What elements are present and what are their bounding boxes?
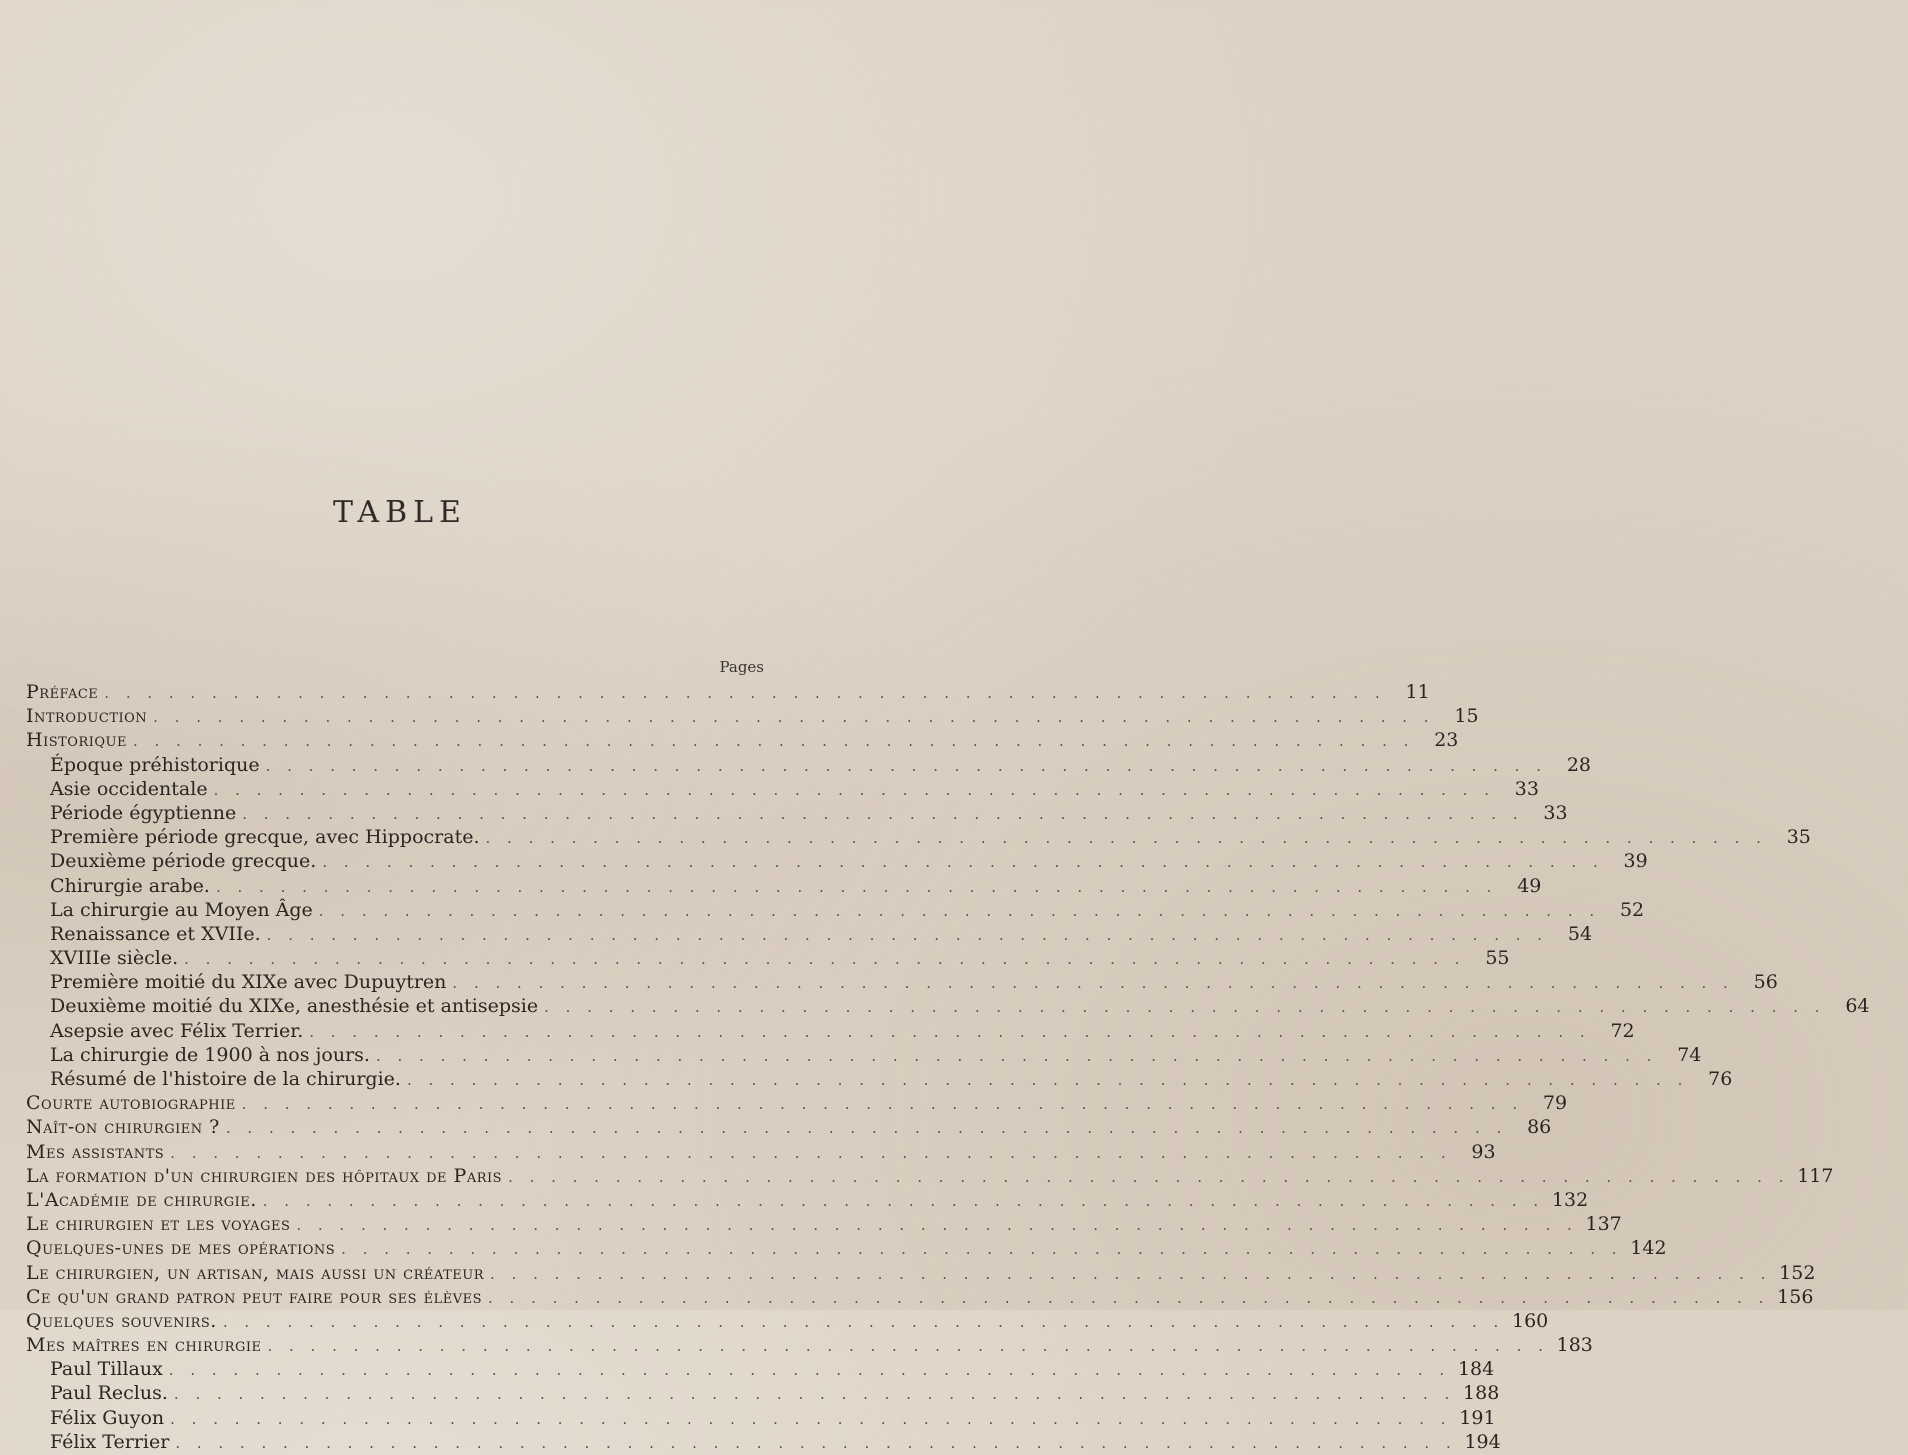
toc-entry [0,1357,1495,1381]
toc-entry-page-number: 74 [1677,1043,1702,1066]
toc-entry [0,1043,1702,1067]
dot-leader: . . . . . . . . . . . . . . . . . . . . . . . . . . . . . . . . . . . . . . . . . . . . . . . . . . . . . . . . . . . . [173,1385,1456,1404]
toc-entry-page-number: 56 [1753,971,1778,994]
toc-entry-page-number: 49 [1517,874,1542,897]
toc-entry-page-number: 191 [1459,1406,1496,1429]
toc-entry-page-number: 156 [1777,1285,1814,1308]
toc-entry-label: Préface [26,681,99,703]
toc-entry-label: Asepsie avec Félix Terrier. [50,1019,304,1042]
toc-entry-label: Mes maîtres en chirurgie [26,1334,262,1357]
toc-entry-page-number: 23 [1434,729,1459,752]
dot-leader: . . . . . . . . . . . . . . . . . . . . . . . . . . . . . . . . . . . . . . . . . . . . . . . . . . . . . . . . . . . . [104,684,1386,702]
toc-entry [0,1091,1568,1115]
toc-entry-page-number: 76 [1708,1068,1733,1090]
toc-entry-label: Le chirurgien et les voyages [26,1213,291,1236]
toc-entry-label: Paul Reclus. [50,1382,168,1405]
toc-entry-label: La chirurgie de 1900 à nos jours. [50,1043,370,1066]
toc-entry [0,1212,1622,1236]
dot-leader: . . . . . . . . . . . . . . . . . . . . . . . . . . . . . . . . . . . . . . . . . . . . . . . . . . . . . . . . . . . . [170,1409,1452,1428]
toc-entry-page-number: 52 [1619,898,1645,921]
toc-entry-label: Quelques-unes de mes opérations [26,1237,336,1260]
dot-leader: . . . . . . . . . . . . . . . . . . . . . . . . . . . . . . . . . . . . . . . . . . . . . . . . . . . . . . . . . . . . [309,1022,1591,1041]
toc-entry-label: Renaissance et XVIIe. [50,922,261,945]
toc-entry [0,1406,1496,1430]
dot-leader: . . . . . . . . . . . . . . . . . . . . . . . . . . . . . . . . . . . . . . . . . . . . . . . . . . . . . . . . . . . . [262,1191,1545,1210]
toc-entry-page-number: 194 [1464,1430,1501,1453]
toc-entry [0,1115,1552,1139]
toc-entry-page-number: 33 [1543,801,1568,824]
toc-entry [0,874,1542,898]
toc-entry-label: Période égyptienne [50,801,237,824]
dot-leader: . . . . . . . . . . . . . . . . . . . . . . . . . . . . . . . . . . . . . . . . . . . . . . . . . . . . . . . . . . . . [375,1046,1658,1065]
toc-entry-label: Mes assistants [26,1140,165,1163]
toc-entry [0,1140,1496,1164]
dot-leader: . . . . . . . . . . . . . . . . . . . . . . . . . . . . . . . . . . . . . . . . . . . . . . . . . . . . . . . . . . . . [544,998,1826,1017]
toc-entry-label: Résumé de l'histoire de la chirurgie. [50,1068,401,1090]
toc-entry [0,922,1593,946]
toc-entry [0,1236,1667,1260]
toc-entry-label: XVIIIe siècle. [50,947,179,970]
dot-leader: . . . . . . . . . . . . . . . . . . . . . . . . . . . . . . . . . . . . . . . . . . . . . . . . . . . . . . . . . . . . [170,1143,1452,1162]
toc-entry-label: Asie occidentale [50,777,208,800]
toc-entry [0,801,1568,825]
dot-leader: . . . . . . . . . . . . . . . . . . . . . . . . . . . . . . . . . . . . . . . . . . . . . . . . . . . . . . . . . . . . [225,1119,1508,1138]
toc-entry-page-number: 55 [1485,947,1510,970]
dot-leader: . . . . . . . . . . . . . . . . . . . . . . . . . . . . . . . . . . . . . . . . . . . . . . . . . . . . . . . . . . . . [488,1288,1770,1307]
toc-entry-label: La formation d'un chirurgien des hôpitaux de Paris [26,1164,503,1187]
dot-leader: . . . . . . . . . . . . . . . . . . . . . . . . . . . . . . . . . . . . . . . . . . . . . . . . . . . . . . . . . . . . [266,925,1549,944]
toc-entry [0,946,1510,970]
toc-entry-label: L'Académie de chirurgie. [26,1188,257,1211]
toc-entry-label: Courte autobiographie [26,1092,236,1115]
toc-entry-page-number: 11 [1405,681,1430,703]
dot-leader: . . . . . . . . . . . . . . . . . . . . . . . . . . . . . . . . . . . . . . . . . . . . . . . . . . . . . . . . . . . . [341,1240,1623,1259]
toc-entry [0,1067,1733,1091]
toc-entry-label: Le chirurgien, un artisan, mais aussi un créateur [26,1261,484,1284]
toc-entry-label: Paul Tillaux [50,1358,163,1381]
dot-leader: . . . . . . . . . . . . . . . . . . . . . . . . . . . . . . . . . . . . . . . . . . . . . . . . . . . . . . . . . . . . [406,1071,1689,1089]
toc-entry-page-number: 132 [1551,1188,1589,1211]
toc-entry-label: Deuxième période grecque. [50,850,317,873]
toc-entry [0,728,1459,752]
toc-entry [0,849,1648,873]
toc-entry-label: Historique [26,729,127,752]
toc-entry [0,898,1645,922]
dot-leader: . . . . . . . . . . . . . . . . . . . . . . . . . . . . . . . . . . . . . . . . . . . . . . . . . . . . . . . . . . . . [452,974,1734,993]
toc-entry-page-number: 15 [1454,705,1479,728]
toc-entry-page-number: 142 [1630,1237,1667,1260]
dot-leader: . . . . . . . . . . . . . . . . . . . . . . . . . . . . . . . . . . . . . . . . . . . . . . . . . . . . . . . . . . . . [485,829,1767,848]
toc-entry [0,1261,1816,1285]
dot-leader: . . . . . . . . . . . . . . . . . . . . . . . . . . . . . . . . . . . . . . . . . . . . . . . . . . . . . . . . . . . . [153,708,1435,727]
toc-entry-page-number: 64 [1845,995,1870,1018]
toc-entry-label: Félix Guyon [50,1406,165,1429]
toc-entry-page-number: 160 [1512,1309,1549,1332]
toc-entry-page-number: 184 [1457,1358,1495,1381]
toc-entry [0,680,1430,704]
toc-entry-label: La chirurgie au Moyen Âge [50,898,313,921]
toc-entry-page-number: 188 [1463,1382,1500,1405]
toc-entry-label: Deuxième moitié du XIXe, anesthésie et antisepsie [50,995,539,1018]
dot-leader: . . . . . . . . . . . . . . . . . . . . . . . . . . . . . . . . . . . . . . . . . . . . . . . . . . . . . . . . . . . . [175,1433,1457,1452]
toc-entry [0,1164,1834,1188]
toc-entry-page-number: 86 [1527,1116,1552,1139]
toc-entry-label: Époque préhistorique [50,753,260,776]
toc-entry-page-number: 152 [1779,1261,1816,1284]
toc-entry [0,1309,1549,1333]
dot-leader: . . . . . . . . . . . . . . . . . . . . . . . . . . . . . . . . . . . . . . . . . . . . . . . . . . . . . . . . . . . . [318,901,1601,920]
toc-entry [0,753,1591,777]
toc-entry-label: Première période grecque, avec Hippocrate. [50,826,480,849]
toc-entry-page-number: 79 [1542,1092,1568,1115]
toc-entry-page-number: 117 [1797,1164,1834,1187]
toc-entry [0,825,1811,849]
toc-entry [0,970,1778,994]
dot-leader: . . . . . . . . . . . . . . . . . . . . . . . . . . . . . . . . . . . . . . . . . . . . . . . . . . . . . . . . . . . . [322,853,1604,872]
toc-entry-label: Félix Terrier [50,1430,170,1453]
page-title: TABLE [333,495,467,530]
toc-entry-page-number: 137 [1585,1213,1622,1236]
dot-leader: . . . . . . . . . . . . . . . . . . . . . . . . . . . . . . . . . . . . . . . . . . . . . . . . . . . . . . . . . . . . [168,1361,1451,1380]
toc-entry-page-number: 72 [1610,1019,1635,1042]
toc-entry-page-number: 54 [1567,922,1593,945]
dot-leader: . . . . . . . . . . . . . . . . . . . . . . . . . . . . . . . . . . . . . . . . . . . . . . . . . . . . . . . . . . . . [508,1167,1790,1186]
toc-entry-page-number: 93 [1471,1140,1496,1163]
dot-leader: . . . . . . . . . . . . . . . . . . . . . . . . . . . . . . . . . . . . . . . . . . . . . . . . . . . . . . . . . . . . [265,756,1547,775]
table-of-contents [0,680,1870,1454]
dot-leader: . . . . . . . . . . . . . . . . . . . . . . . . . . . . . . . . . . . . . . . . . . . . . . . . . . . . . . . . . . . . [222,1312,1505,1331]
toc-entry [0,1285,1814,1309]
pages-column-header: Pages [719,658,764,676]
dot-leader: . . . . . . . . . . . . . . . . . . . . . . . . . . . . . . . . . . . . . . . . . . . . . . . . . . . . . . . . . . . . [213,780,1495,799]
toc-entry-label: Naît-on chirurgien ? [26,1116,220,1139]
toc-entry-label: Première moitié du XIXe avec Dupuytren [50,971,447,994]
dot-leader: . . . . . . . . . . . . . . . . . . . . . . . . . . . . . . . . . . . . . . . . . . . . . . . . . . . . . . . . . . . . [132,732,1415,751]
dot-leader: . . . . . . . . . . . . . . . . . . . . . . . . . . . . . . . . . . . . . . . . . . . . . . . . . . . . . . . . . . . . [296,1216,1578,1235]
dot-leader: . . . . . . . . . . . . . . . . . . . . . . . . . . . . . . . . . . . . . . . . . . . . . . . . . . . . . . . . . . . . [184,950,1466,969]
toc-entry-label: Quelques souvenirs. [26,1309,217,1332]
toc-entry [0,1430,1501,1454]
dot-leader: . . . . . . . . . . . . . . . . . . . . . . . . . . . . . . . . . . . . . . . . . . . . . . . . . . . . . . . . . . . . [267,1337,1549,1356]
toc-entry [0,777,1539,801]
dot-leader: . . . . . . . . . . . . . . . . . . . . . . . . . . . . . . . . . . . . . . . . . . . . . . . . . . . . . . . . . . . . [241,1095,1524,1114]
toc-entry-page-number: 33 [1514,777,1539,800]
toc-entry-label: Ce qu'un grand patron peut faire pour ses élèves [26,1285,482,1308]
toc-entry [0,994,1870,1018]
toc-entry [0,1333,1593,1357]
toc-entry [0,704,1479,728]
toc-entry-label: Chirurgie arabe. [50,874,210,897]
toc-entry-page-number: 28 [1566,753,1591,776]
toc-entry-page-number: 183 [1556,1334,1593,1357]
toc-entry [0,1381,1500,1405]
dot-leader: . . . . . . . . . . . . . . . . . . . . . . . . . . . . . . . . . . . . . . . . . . . . . . . . . . . . . . . . . . . . [490,1264,1772,1283]
dot-leader: . . . . . . . . . . . . . . . . . . . . . . . . . . . . . . . . . . . . . . . . . . . . . . . . . . . . . . . . . . . . [215,877,1498,896]
dot-leader: . . . . . . . . . . . . . . . . . . . . . . . . . . . . . . . . . . . . . . . . . . . . . . . . . . . . . . . . . . . . [242,804,1524,823]
toc-entry-page-number: 35 [1786,826,1811,849]
toc-entry-page-number: 39 [1623,850,1648,873]
toc-entry [0,1019,1635,1043]
toc-entry [0,1188,1589,1212]
toc-entry-label: Introduction [26,705,148,728]
